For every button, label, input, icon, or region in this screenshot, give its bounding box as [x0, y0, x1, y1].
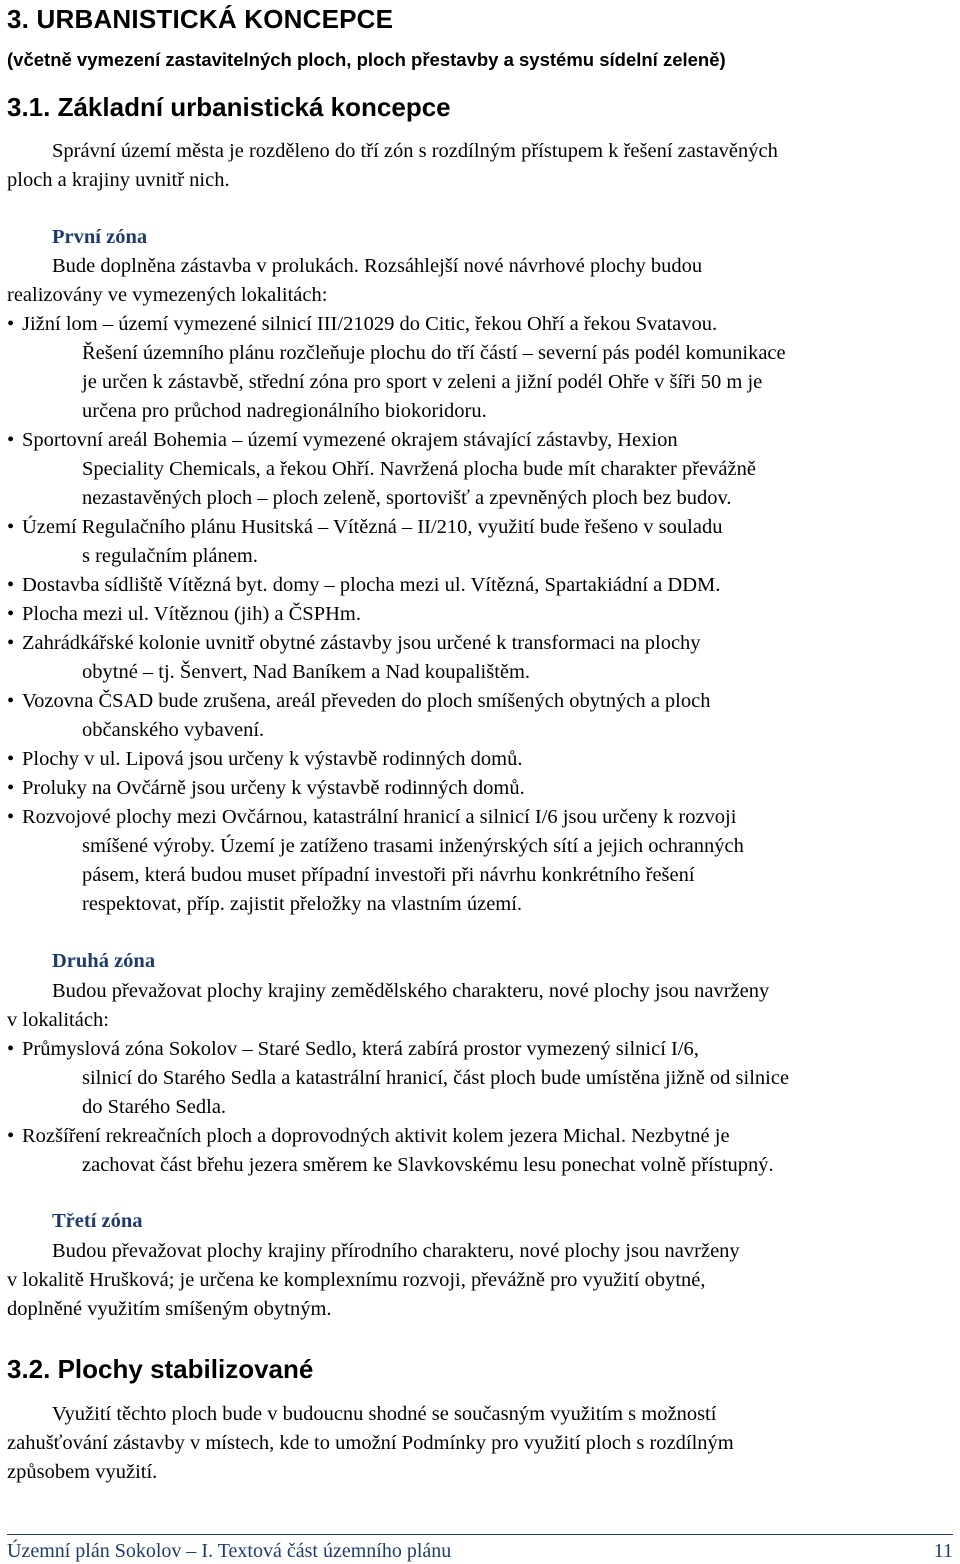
- zone-lead-line: Budou převažovat plochy krajiny zemědělského charakteru, nové plochy jsou navrženy: [52, 980, 770, 1002]
- zone-lead-line: doplněné využitím smíšeným obytným.: [7, 1298, 332, 1320]
- footer-divider: [7, 1534, 953, 1535]
- list-item-continuation: do Starého Sedla.: [82, 1096, 227, 1118]
- list-item-continuation: pásem, která budou muset případní investoři při návrhu konkrétního řešení: [82, 864, 695, 886]
- list-item-continuation: určena pro průchod nadregionálního biokoridoru.: [82, 400, 487, 422]
- bullet-icon: •: [7, 1038, 15, 1060]
- list-item-continuation: respektovat, příp. zajistit přeložky na vlastním území.: [82, 893, 523, 915]
- list-item: • Plochy v ul. Lipová jsou určeny k výstavbě rodinných domů.: [7, 745, 522, 774]
- list-item: • Sportovní areál Bohemia – území vymezené okrajem stávající zástavby, Hexion: [7, 426, 678, 455]
- list-item-continuation: s regulačním plánem.: [82, 545, 258, 567]
- list-item-continuation: občanského vybavení.: [82, 719, 265, 741]
- zone-lead-line: v lokalitách:: [7, 1009, 109, 1031]
- list-item: • Rozšíření rekreačních ploch a doprovodných aktivit kolem jezera Michal. Nezbytné je: [7, 1122, 730, 1151]
- list-item-continuation: je určen k zástavbě, střední zóna pro sport v zeleni a jižní podél Ohře v šíři 50 m je: [82, 371, 763, 393]
- bullet-icon: •: [7, 748, 15, 770]
- bullet-icon: •: [7, 429, 15, 451]
- list-item-continuation: zachovat část břehu jezera směrem ke Slavkovskému lesu ponechat volně přístupný.: [82, 1154, 774, 1176]
- list-item-continuation: nezastavěných ploch – ploch zeleně, sportovišť a zpevněných ploch bez budov.: [82, 487, 732, 509]
- list-item: • Zahrádkářské kolonie uvnitř obytné zástavby jsou určené k transformaci na plochy: [7, 629, 701, 658]
- zone-lead-line: Budou převažovat plochy krajiny přírodního charakteru, nové plochy jsou navrženy: [52, 1240, 740, 1262]
- list-item: • Území Regulačního plánu Husitská – Vítězná – II/210, využití bude řešeno v souladu: [7, 513, 722, 542]
- footer-title: Územní plán Sokolov – I. Textová část územního plánu: [7, 1540, 452, 1562]
- zone-lead-line: v lokalitě Hrušková; je určena ke komplexnímu rozvoji, převážně pro využití obytné,: [7, 1269, 706, 1291]
- list-item: • Proluky na Ovčárně jsou určeny k výstavbě rodinných domů.: [7, 774, 525, 803]
- body-line: Využití těchto ploch bude v budoucnu shodné se současným využitím s možností: [52, 1403, 717, 1425]
- body-line: zahušťování zástavby v místech, kde to umožní Podmínky pro využití ploch s rozdílným: [7, 1432, 734, 1454]
- list-item: • Rozvojové plochy mezi Ovčárnou, katastrální hranicí a silnicí I/6 jsou určeny k rozvoji: [7, 803, 736, 832]
- chapter-title: URBANISTICKÁ KONCEPCE: [36, 4, 394, 34]
- bullet-icon: •: [7, 603, 15, 625]
- bullet-icon: •: [7, 574, 15, 596]
- list-item-continuation: Speciality Chemicals, a řekou Ohří. Navržená plocha bude mít charakter převážně: [82, 458, 756, 480]
- list-item: • Průmyslová zóna Sokolov – Staré Sedlo, která zabírá prostor vymezený silnicí I/6,: [7, 1035, 699, 1064]
- list-item-continuation: Řešení územního plánu rozčleňuje plochu do tří částí – severní pás podél komunikace: [82, 342, 786, 364]
- zone-heading-2: Druhá zóna: [52, 950, 156, 972]
- bullet-icon: •: [7, 1125, 15, 1147]
- list-item: • Jižní lom – území vymezené silnicí III/21029 do Citic, řekou Ohří a řekou Svatavou.: [7, 310, 717, 339]
- chapter-subtitle: (včetně vymezení zastavitelných ploch, ploch přestavby a systému sídelní zeleně): [7, 49, 726, 70]
- bullet-icon: •: [7, 632, 15, 654]
- list-item-continuation: smíšené výroby. Území je zatíženo trasami inženýrských sítí a jejich ochranných: [82, 835, 744, 857]
- list-item: • Dostavba sídliště Vítězná byt. domy – plocha mezi ul. Vítězná, Spartakiádní a DDM.: [7, 571, 720, 600]
- bullet-icon: •: [7, 516, 15, 538]
- section-heading-3-1: 3.1. Základní urbanistická koncepce: [7, 92, 451, 122]
- page-number: 11: [933, 1540, 953, 1562]
- list-item-continuation: obytné – tj. Šenvert, Nad Baníkem a Nad koupalištěm.: [82, 661, 531, 683]
- intro-line: ploch a krajiny uvnitř nich.: [7, 169, 230, 191]
- zone-lead-line: realizovány ve vymezených lokalitách:: [7, 284, 328, 306]
- section-heading-3-2: 3.2. Plochy stabilizované: [7, 1354, 314, 1384]
- list-item-continuation: silnicí do Starého Sedla a katastrální hranicí, část ploch bude umístěna jižně od silnice: [82, 1067, 790, 1089]
- chapter-heading: [7, 4, 393, 35]
- zone-heading-1: První zóna: [52, 226, 148, 248]
- chapter-number: 3.: [7, 4, 30, 34]
- bullet-icon: •: [7, 777, 15, 799]
- list-item: • Plocha mezi ul. Vítěznou (jih) a ČSPHm.: [7, 600, 361, 629]
- page-footer: [7, 1540, 953, 1563]
- intro-line: Správní území města je rozděleno do tří zón s rozdílným přístupem k řešení zastavěných: [52, 140, 778, 162]
- bullet-icon: •: [7, 690, 15, 712]
- zone-lead-line: Bude doplněna zástavba v prolukách. Rozsáhlejší nové návrhové plochy budou: [52, 255, 703, 277]
- body-line: způsobem využití.: [7, 1461, 158, 1483]
- bullet-icon: •: [7, 313, 15, 335]
- bullet-icon: •: [7, 806, 15, 828]
- zone-heading-3: Třetí zóna: [52, 1210, 143, 1232]
- list-item: • Vozovna ČSAD bude zrušena, areál převeden do ploch smíšených obytných a ploch: [7, 687, 710, 716]
